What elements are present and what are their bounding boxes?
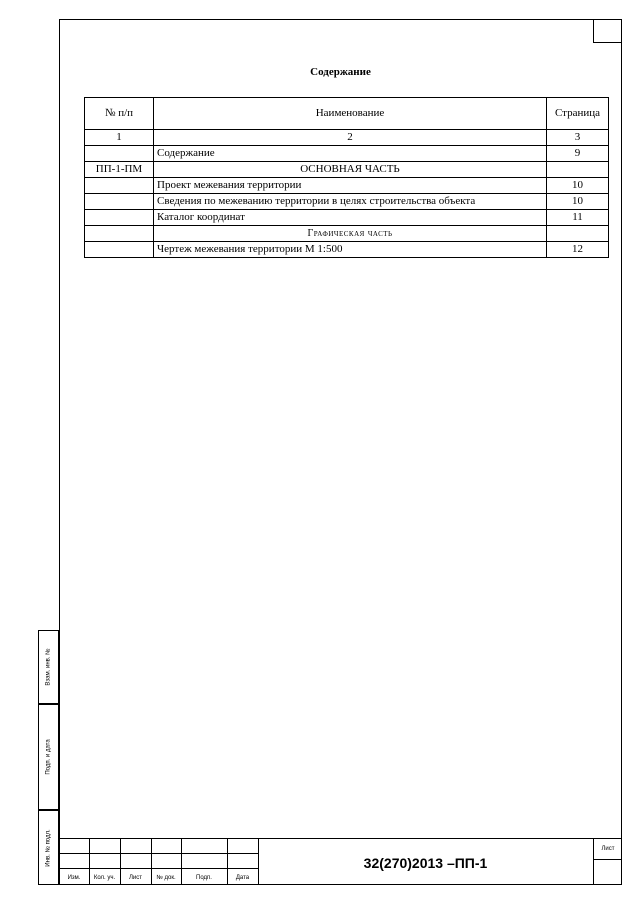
row-number-cell [85, 146, 154, 162]
sheet-label: Лист [601, 846, 615, 852]
section-heading: Графическая часть [307, 228, 393, 239]
sheet-number-box [593, 19, 622, 43]
side-label: Взам. инв. № [45, 648, 52, 686]
row-number-cell [85, 210, 154, 226]
row-number-cell [85, 194, 154, 210]
row-number-cell: ПП-1-ПМ [85, 162, 154, 178]
row-number-cell [85, 226, 154, 242]
row-name-cell: ОСНОВНАЯ ЧАСТЬ [154, 162, 547, 178]
row-number-cell [85, 242, 154, 258]
header-num: № п/п [85, 98, 154, 130]
header-page: Страница [547, 98, 609, 130]
row-name-cell: Содержание [154, 146, 547, 162]
contents-table [84, 97, 609, 258]
table-row [85, 210, 609, 226]
index-cell: 2 [154, 130, 547, 146]
row-page-cell [547, 226, 609, 242]
header-name: Наименование [154, 98, 547, 130]
table-row [85, 194, 609, 210]
row-page-cell [547, 162, 609, 178]
row-page-cell: 12 [547, 242, 609, 258]
row-page-cell: 11 [547, 210, 609, 226]
row-number-cell [85, 178, 154, 194]
title-block-col-label: Дата [235, 875, 250, 881]
table-row [85, 178, 609, 194]
row-name-cell: Проект межевания территории [154, 178, 547, 194]
row-page-cell: 9 [547, 146, 609, 162]
side-label: Инв. № подл. [45, 828, 52, 867]
title-block-col-label: Кол. уч. [93, 875, 116, 881]
title-block-col-label: Подп. [196, 875, 212, 881]
table-row [85, 146, 609, 162]
row-name-cell: Сведения по межеванию территории в целях строительства объекта [154, 194, 547, 210]
title-block-col-label: № док. [156, 875, 176, 881]
row-name-cell: Каталог координат [154, 210, 547, 226]
row-name-cell: Чертеж межевания территории М 1:500 [154, 242, 547, 258]
index-cell: 3 [547, 130, 609, 146]
document-code: 32(270)2013 –ПП-1 [363, 855, 488, 871]
index-row [85, 130, 609, 146]
side-label: Подп. и дата [45, 739, 52, 775]
table-row [85, 162, 609, 178]
page-title: Содержание [310, 66, 371, 78]
table-row [85, 226, 609, 242]
row-page-cell: 10 [547, 178, 609, 194]
title-block-col-label: Изм. [67, 875, 81, 881]
title-block-col-label: Лист [128, 875, 143, 881]
table-header-row [85, 98, 609, 130]
table-row [85, 242, 609, 258]
index-cell: 1 [85, 130, 154, 146]
row-name-cell [154, 226, 547, 242]
row-page-cell: 10 [547, 194, 609, 210]
